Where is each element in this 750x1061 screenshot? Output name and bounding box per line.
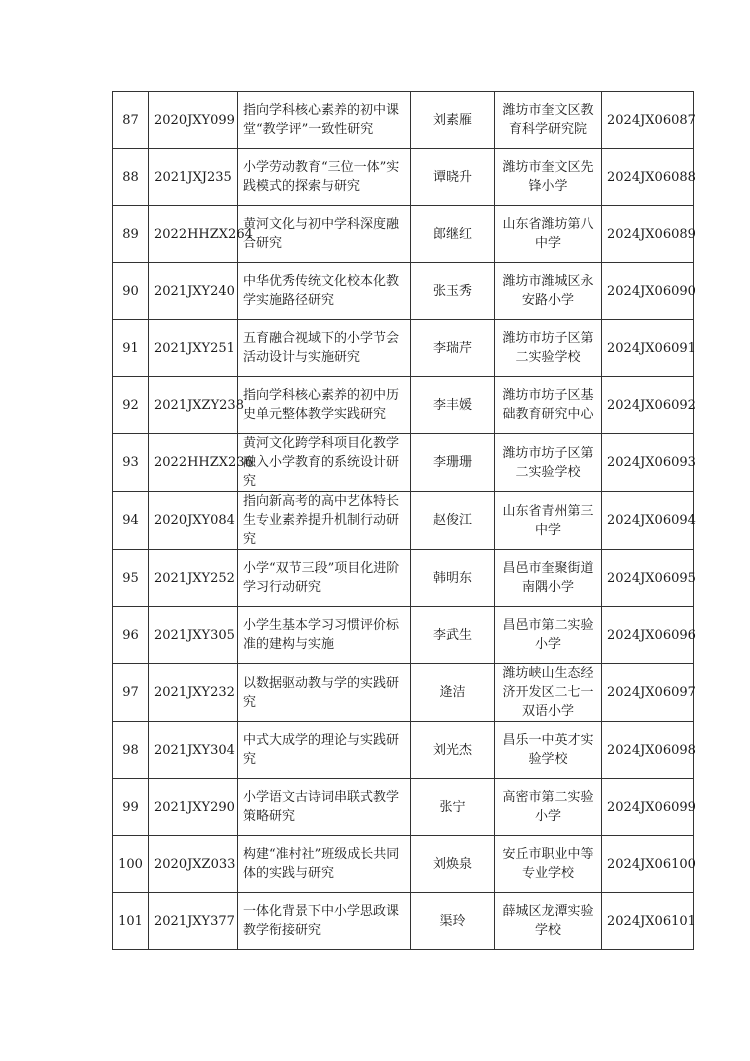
work-unit: 昌邑市奎聚街道南隅小学: [495, 550, 602, 607]
certificate-code: 2024JX06088: [602, 149, 694, 206]
row-number: 101: [113, 893, 149, 950]
project-title: 小学“双节三段”项目化进阶学习行动研究: [238, 550, 411, 607]
work-unit: 昌邑市第二实验小学: [495, 607, 602, 664]
project-id: 2021JXY252: [149, 550, 238, 607]
table-row: [113, 377, 694, 434]
project-id: 2021JXY251: [149, 320, 238, 377]
row-number: 96: [113, 607, 149, 664]
table-row: [113, 492, 694, 550]
project-id: 2021JXY240: [149, 263, 238, 320]
work-unit: 山东省青州第三中学: [495, 492, 602, 550]
project-id: 2022HHZX236: [149, 434, 238, 492]
project-title: 指向学科核心素养的初中课堂“教学评”一致性研究: [238, 92, 411, 149]
project-leader: 刘光杰: [411, 722, 495, 779]
table-row: [113, 92, 694, 149]
work-unit: 潍坊市坊子区第二实验学校: [495, 320, 602, 377]
row-number: 90: [113, 263, 149, 320]
work-unit: 山东省潍坊第八中学: [495, 206, 602, 263]
project-title: 黄河文化跨学科项目化教学融入小学教育的系统设计研究: [238, 434, 411, 492]
project-leader: 李武生: [411, 607, 495, 664]
project-id: 2021JXJ235: [149, 149, 238, 206]
certificate-code: 2024JX06090: [602, 263, 694, 320]
row-number: 94: [113, 492, 149, 550]
table-row: [113, 434, 694, 492]
row-number: 97: [113, 664, 149, 722]
work-unit: 潍坊市坊子区基础教育研究中心: [495, 377, 602, 434]
project-id: 2020JXY099: [149, 92, 238, 149]
project-title: 黄河文化与初中学科深度融合研究: [238, 206, 411, 263]
project-id: 2020JXY084: [149, 492, 238, 550]
project-leader: 李丰媛: [411, 377, 495, 434]
row-number: 89: [113, 206, 149, 263]
work-unit: 薛城区龙潭实验学校: [495, 893, 602, 950]
project-id: 2021JXY232: [149, 664, 238, 722]
project-title: 一体化背景下中小学思政课教学衔接研究: [238, 893, 411, 950]
table-row: [113, 722, 694, 779]
project-leader: 刘素雁: [411, 92, 495, 149]
certificate-code: 2024JX06092: [602, 377, 694, 434]
project-leader: 渠玲: [411, 893, 495, 950]
row-number: 98: [113, 722, 149, 779]
project-leader: 谭晓升: [411, 149, 495, 206]
certificate-code: 2024JX06097: [602, 664, 694, 722]
certificate-code: 2024JX06101: [602, 893, 694, 950]
project-title: 中式大成学的理论与实践研究: [238, 722, 411, 779]
project-leader: 刘焕泉: [411, 836, 495, 893]
row-number: 88: [113, 149, 149, 206]
work-unit: 安丘市职业中等专业学校: [495, 836, 602, 893]
project-title: 小学生基本学习习惯评价标准的建构与实施: [238, 607, 411, 664]
table-row: [113, 893, 694, 950]
work-unit: 高密市第二实验小学: [495, 779, 602, 836]
project-title: 小学劳动教育“三位一体”实践模式的探索与研究: [238, 149, 411, 206]
work-unit: 潍坊市坊子区第二实验学校: [495, 434, 602, 492]
certificate-code: 2024JX06098: [602, 722, 694, 779]
work-unit: 潍坊市奎文区先锋小学: [495, 149, 602, 206]
certificate-code: 2024JX06096: [602, 607, 694, 664]
row-number: 91: [113, 320, 149, 377]
row-number: 93: [113, 434, 149, 492]
project-title: 小学语文古诗词串联式教学策略研究: [238, 779, 411, 836]
certificate-code: 2024JX06094: [602, 492, 694, 550]
table-row: [113, 779, 694, 836]
project-leader: 韩明东: [411, 550, 495, 607]
table-row: [113, 550, 694, 607]
project-title: 构建“准村社”班级成长共同体的实践与研究: [238, 836, 411, 893]
project-id: 2021JXY290: [149, 779, 238, 836]
work-unit: 潍坊市奎文区教育科学研究院: [495, 92, 602, 149]
table-row: [113, 149, 694, 206]
project-leader: 赵俊江: [411, 492, 495, 550]
certificate-code: 2024JX06095: [602, 550, 694, 607]
row-number: 87: [113, 92, 149, 149]
project-title: 以数据驱动教与学的实践研究: [238, 664, 411, 722]
project-title: 中华优秀传统文化校本化教学实施路径研究: [238, 263, 411, 320]
work-unit: 昌乐一中英才实验学校: [495, 722, 602, 779]
certificate-code: 2024JX06091: [602, 320, 694, 377]
project-id: 2020JXZ033: [149, 836, 238, 893]
table-row: [113, 836, 694, 893]
project-id: 2022HHZX264: [149, 206, 238, 263]
row-number: 99: [113, 779, 149, 836]
project-id: 2021JXY304: [149, 722, 238, 779]
table-row: [113, 320, 694, 377]
project-title: 五育融合视域下的小学节会活动设计与实施研究: [238, 320, 411, 377]
certificate-code: 2024JX06099: [602, 779, 694, 836]
project-leader: 张宁: [411, 779, 495, 836]
project-title: 指向新高考的高中艺体特长生专业素养提升机制行动研究: [238, 492, 411, 550]
project-leader: 李瑞芹: [411, 320, 495, 377]
certificate-code: 2024JX06093: [602, 434, 694, 492]
certificate-code: 2024JX06089: [602, 206, 694, 263]
project-leader: 张玉秀: [411, 263, 495, 320]
table-row: [113, 664, 694, 722]
results-table-body: [113, 92, 694, 950]
work-unit: 潍坊峡山生态经济开发区二七一双语小学: [495, 664, 602, 722]
table-row: [113, 263, 694, 320]
row-number: 95: [113, 550, 149, 607]
project-id: 2021JXY377: [149, 893, 238, 950]
row-number: 92: [113, 377, 149, 434]
project-title: 指向学科核心素养的初中历史单元整体教学实践研究: [238, 377, 411, 434]
certificate-code: 2024JX06087: [602, 92, 694, 149]
project-id: 2021JXY305: [149, 607, 238, 664]
project-leader: 逄洁: [411, 664, 495, 722]
table-row: [113, 607, 694, 664]
results-table: [112, 91, 694, 950]
work-unit: 潍坊市潍城区永安路小学: [495, 263, 602, 320]
certificate-code: 2024JX06100: [602, 836, 694, 893]
project-leader: 李珊珊: [411, 434, 495, 492]
row-number: 100: [113, 836, 149, 893]
table-row: [113, 206, 694, 263]
project-id: 2021JXZY238: [149, 377, 238, 434]
project-leader: 郎继红: [411, 206, 495, 263]
